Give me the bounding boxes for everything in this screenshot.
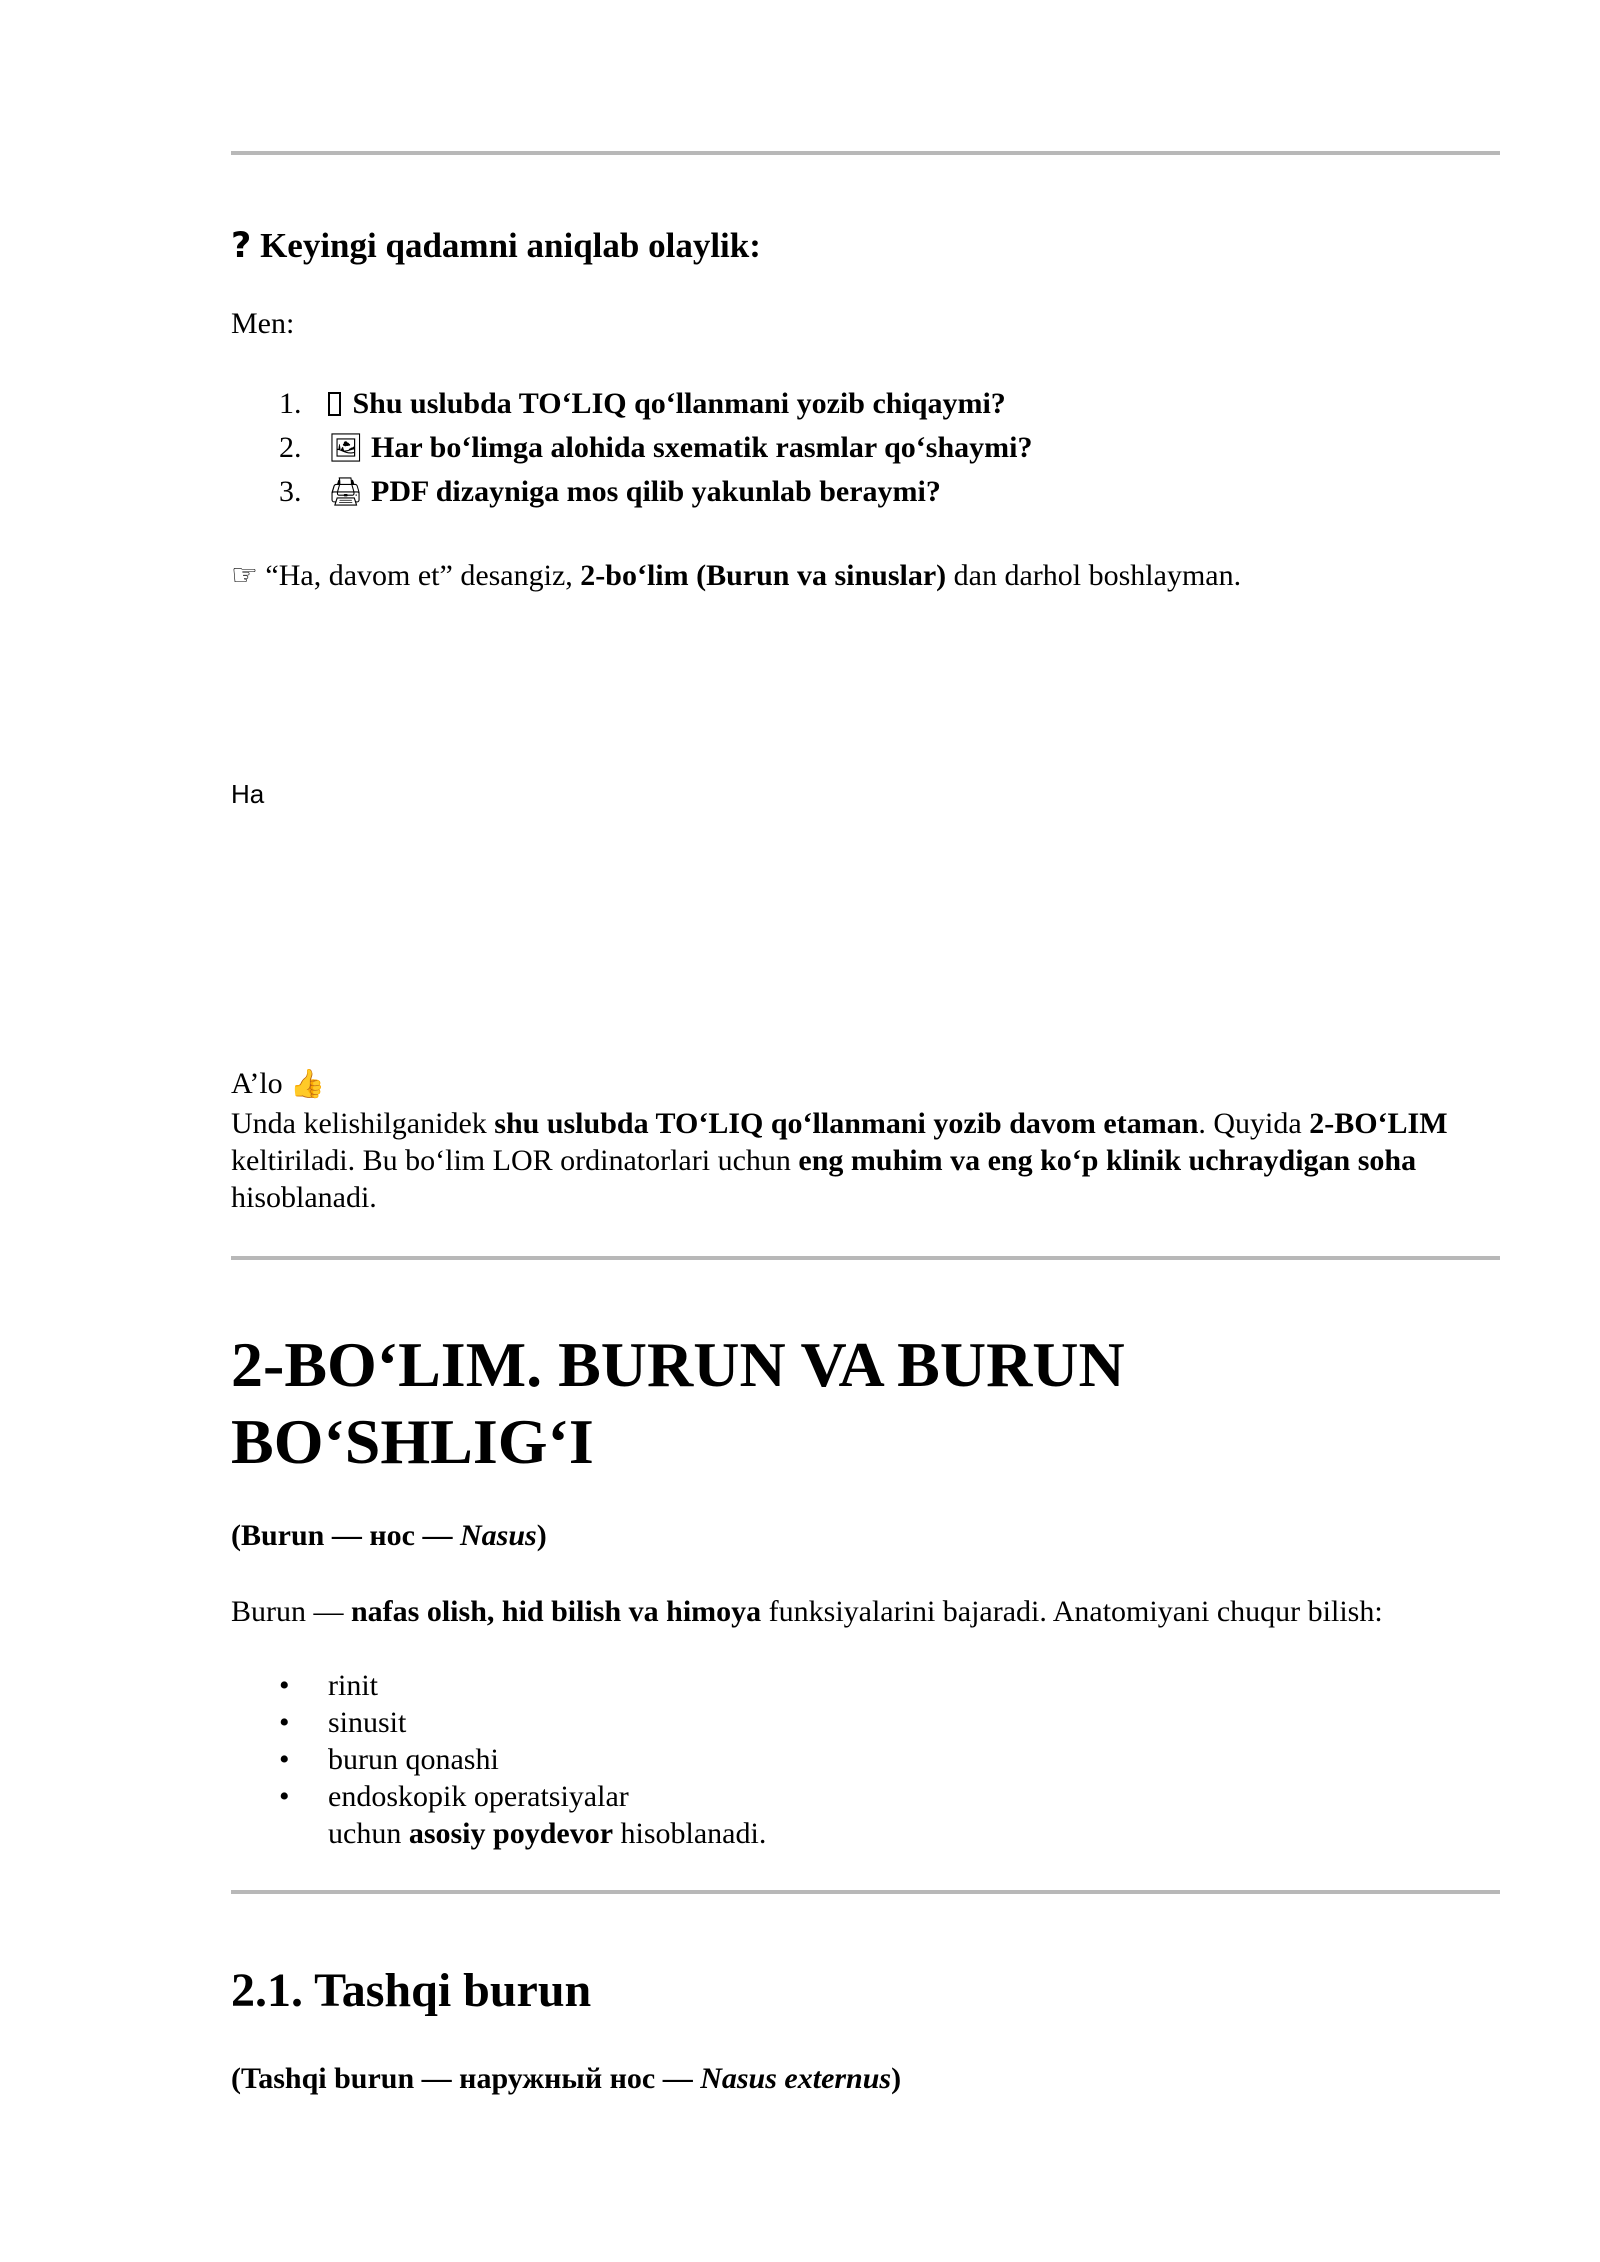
alo-text: A’lo xyxy=(231,1067,283,1100)
section-2-bullets xyxy=(231,1667,1500,1815)
question-heading-text: Keyingi qadamni aniqlab olaylik: xyxy=(260,226,761,265)
option-text: Har bo‘limga alohida sxematik rasmlar qo‘shaymi? xyxy=(371,431,1033,464)
options-list xyxy=(231,385,1500,517)
option-item xyxy=(231,473,1500,517)
section-2-1-title: 2.1. Tashqi burun xyxy=(231,1964,592,2017)
list-item: • rinit xyxy=(231,1667,1500,1704)
list-item: • endoskopik operatsiyalar xyxy=(231,1778,1500,1815)
question-mark-icon: ? xyxy=(231,226,252,266)
option-number: 3. xyxy=(279,475,302,508)
divider-2 xyxy=(231,1256,1500,1260)
thumbs-up-icon: 👍 xyxy=(290,1067,326,1100)
list-item: • burun qonashi xyxy=(231,1741,1500,1778)
section-2-after-list: uchun asosiy poydevor hisoblanadi. xyxy=(328,1817,767,1850)
pointer-paragraph: ☞ “Ha, davom et” desangiz, 2-bo‘lim (Burun va sinuslar) dan darhol boshlayman. xyxy=(231,557,1500,595)
section-2-intro: Burun — nafas olish, hid bilish va himoya funksiyalarini bajaradi. Anatomiyani chuqur bilish: xyxy=(231,1595,1383,1628)
list-item: • sinusit xyxy=(231,1704,1500,1741)
section-2-subtitle: (Burun — нос — Nasus) xyxy=(231,1519,547,1552)
option-item xyxy=(231,429,1500,473)
user-reply: Ha xyxy=(231,779,265,809)
pointer-bold: 2-bo‘lim (Burun va sinuslar) xyxy=(580,559,947,592)
answer-alo xyxy=(231,1065,1500,1103)
tofu-box-icon xyxy=(328,392,341,416)
question-heading xyxy=(231,224,1500,268)
divider-3 xyxy=(231,1890,1500,1894)
pointing-hand-icon: ☞ xyxy=(231,558,258,593)
printer-icon: 🖨 xyxy=(328,475,364,508)
option-number: 1. xyxy=(279,387,302,420)
option-number: 2. xyxy=(279,431,302,464)
divider-top xyxy=(231,151,1500,155)
option-item xyxy=(231,385,1500,429)
picture-icon: 🖼 xyxy=(328,431,364,464)
option-text: Shu uslubda TO‘LIQ qo‘llanmani yozib chiqaymi? xyxy=(352,387,1006,420)
answer-paragraph: Unda kelishilganidek shu uslubda TO‘LIQ qo‘llanmani yozib davom etaman. Quyida 2-BO‘LIM keltiriladi. Bu bo‘lim LOR ordinatorlari uchun eng muhim va eng ko‘p klinik uchraydigan soha hisoblanadi. xyxy=(231,1107,1448,1214)
section-2-1-subtitle: (Tashqi burun — наружный нос — Nasus externus) xyxy=(231,2062,902,2095)
option-text: PDF dizayniga mos qilib yakunlab beraymi? xyxy=(371,475,941,508)
section-2-title: 2-BO‘LIM. BURUN VA BURUN BO‘SHLIG‘I xyxy=(231,1329,1125,1477)
men-label: Men: xyxy=(231,307,295,340)
